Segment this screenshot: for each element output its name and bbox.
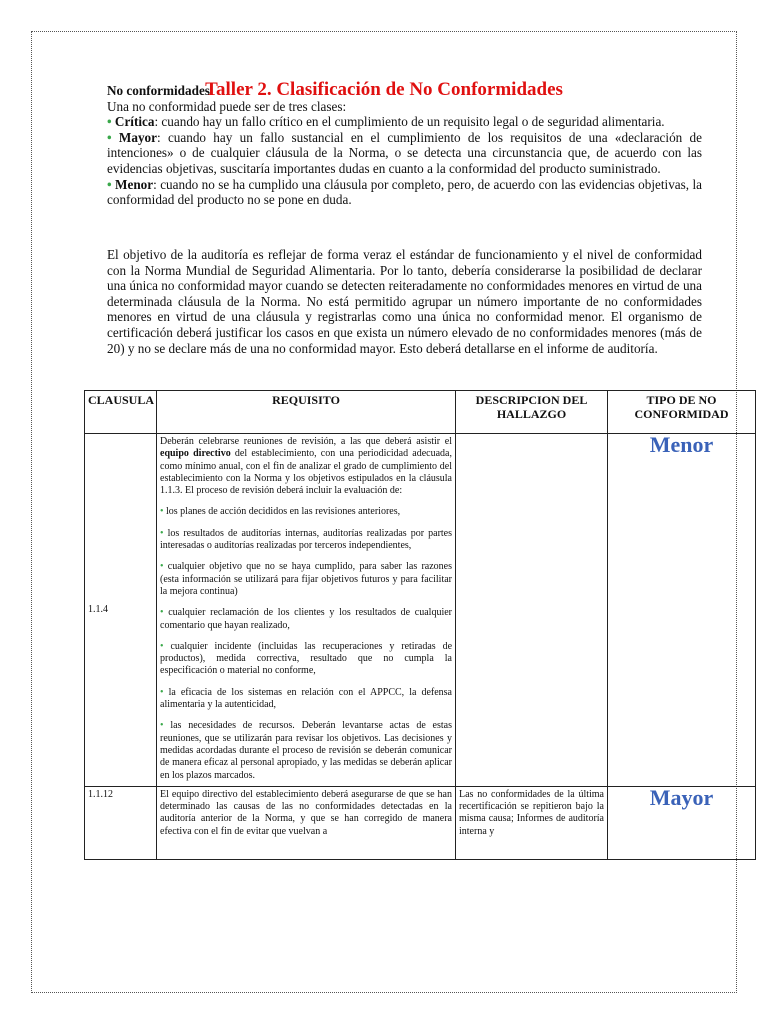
bullet-icon: • — [107, 114, 112, 130]
term-critica: Crítica — [114, 114, 155, 130]
cell-tipo — [608, 786, 756, 859]
intro-item-critica — [107, 114, 702, 130]
intro-lead: Una no conformidad puede ser de tres clases: — [107, 98, 347, 114]
bullet-icon: • — [160, 640, 164, 652]
objective-section — [107, 247, 702, 356]
bullet-icon: • — [160, 720, 164, 732]
cell-descripcion — [456, 434, 608, 787]
header-clausula: CLAUSULA — [85, 391, 157, 434]
header-descripcion: DESCRIPCION DEL HALLAZGO — [456, 391, 608, 434]
requisito-intro-bold: equipo directivo — [160, 448, 231, 460]
cell-clausula: 1.1.12 — [85, 786, 157, 859]
requisito-intro-text: Deberán celebrarse reuniones de revisión, a las que deberá asistir el — [160, 436, 452, 447]
requisito-bullet — [160, 561, 452, 598]
bullet-icon: • — [107, 129, 112, 145]
bullet-icon: • — [160, 607, 164, 619]
intro-section — [107, 83, 702, 208]
requisito-bullet-text: la eficacia de los sistemas en relación con el APPCC, la defensa alimentaria y la autenticidad, — [160, 686, 452, 711]
requisito-bullet — [160, 506, 452, 518]
text-mayor: : cuando hay un fallo sustancial en el cumplimiento de los requisitos de una «declaración de intenciones» o de cualquier cláusula de la Norma, o se detecta una circunstancia que, de acuerdo con las evidencias objetivas, suscitaría importantes dudas en cuanto a la conformidad del producto suministrado. — [107, 129, 702, 176]
bullet-icon: • — [160, 527, 164, 539]
term-mayor: Mayor — [118, 129, 157, 145]
tipo-label: Mayor — [649, 784, 714, 810]
requisito-bullet-text: los resultados de auditorías internas, auditorías realizadas por partes interesadas o auditorías realizadas por terceros independientes, — [160, 527, 453, 552]
cell-requisito: El equipo directivo del establecimiento deberá asegurarse de que se han determinado las causas de las no conformidades detectadas en la auditoría anterior de la Norma, y que se han corregido de manera efectiva con el fin de evitar que vuelvan a — [157, 786, 456, 859]
bullet-icon: • — [160, 686, 164, 698]
requisito-bullet-text: cualquier objetivo que no se haya cumplido, para saber las razones (esta información se utilizará para fijar objetivos futuros y para facilitar la mejora continua) — [160, 561, 452, 597]
table-row — [85, 786, 756, 859]
cell-tipo — [608, 434, 756, 787]
intro-item-mayor — [107, 130, 702, 177]
tipo-label: Menor — [649, 432, 714, 457]
bullet-icon: • — [160, 506, 164, 518]
nonconformity-table — [84, 390, 756, 860]
cell-descripcion: Las no conformidades de la última recertificación se repitieron bajo la misma causa; Informes de auditoría interna y — [456, 786, 608, 859]
header-tipo: TIPO DE NO CONFORMIDAD — [608, 391, 756, 434]
term-menor: Menor — [115, 176, 154, 192]
requisito-intro — [160, 436, 452, 497]
cell-requisito — [157, 434, 456, 787]
header-requisito: REQUISITO — [157, 391, 456, 434]
requisito-bullet-text: cualquier incidente (incluidas las recuperaciones y retiradas de productos), medida correctiva, resultado que no cumpla la especificación o material no conforme, — [160, 640, 453, 677]
requisito-bullet — [160, 641, 452, 678]
requisito-bullet — [160, 687, 452, 712]
requisito-bullet-text: cualquier reclamación de los clientes y los resultados de cualquier comentario que hayan realizado, — [160, 607, 453, 631]
objective-paragraph: El objetivo de la auditoría es reflejar de forma veraz el estándar de funcionamiento y el nivel de conformidad con la Norma Mundial de Seguridad Alimentaria. Por lo tanto, debería considerarse la posibilidad de declarar una única no conformidad mayor cuando se detecten reiteradamente no conformidades menores en virtud de una determinada cláusula de la Norma. No está permitido agrupar un número importante de no conformidades menores en virtud de una cláusula y registrarlas como una única no conformidad menor. El organismo de certificación deberá justificar los casos en que exista un número elevado de no conformidades menores (más de 20) y no se declare más de una no conformidad mayor. Esto deberá detallarse en el informe de auditoría. — [107, 247, 702, 356]
table-row — [85, 434, 756, 787]
requisito-bullet — [160, 720, 452, 781]
intro-item-menor — [107, 177, 702, 208]
page-title: Taller 2. Clasificación de No Conformidades — [205, 79, 563, 100]
intro-heading: No conformidades — [107, 83, 210, 98]
text-menor: : cuando no se ha cumplido una cláusula por completo, pero, de acuerdo con las evidencias objetivas, la conformidad del producto no se pone en duda. — [107, 176, 702, 208]
bullet-icon: • — [107, 176, 112, 192]
cell-clausula: 1.1.4 — [85, 434, 157, 787]
requisito-bullet — [160, 607, 452, 632]
table-header-row — [85, 391, 756, 434]
requisito-bullet-text: los planes de acción decididos en las revisiones anteriores, — [166, 506, 401, 518]
requisito-bullet-text: las necesidades de recursos. Deberán levantarse actas de estas reuniones, que se utilizarán para revisar los objetivos. Las decisiones y medidas acordadas durante el proceso de revisión se deberán comunicar de manera eficaz al personal apropiado, y las medidas se deberán aplicar en los plazos marcados. — [160, 720, 453, 781]
requisito-intro-text-2: del establecimiento, con una periodicidad adecuada, como mínimo anual, con el fin de analizar el grado de cumplimiento del establecimiento con la Norma y los objetivos estipulados en la cláusula 1.1.3. El proceso de revisión deberá incluir la evaluación de: — [160, 448, 452, 497]
bullet-icon: • — [160, 561, 164, 573]
text-critica: : cuando hay un fallo crítico en el cumplimiento de un requisito legal o de seguridad alimentaria. — [154, 114, 665, 130]
requisito-bullet — [160, 528, 452, 553]
